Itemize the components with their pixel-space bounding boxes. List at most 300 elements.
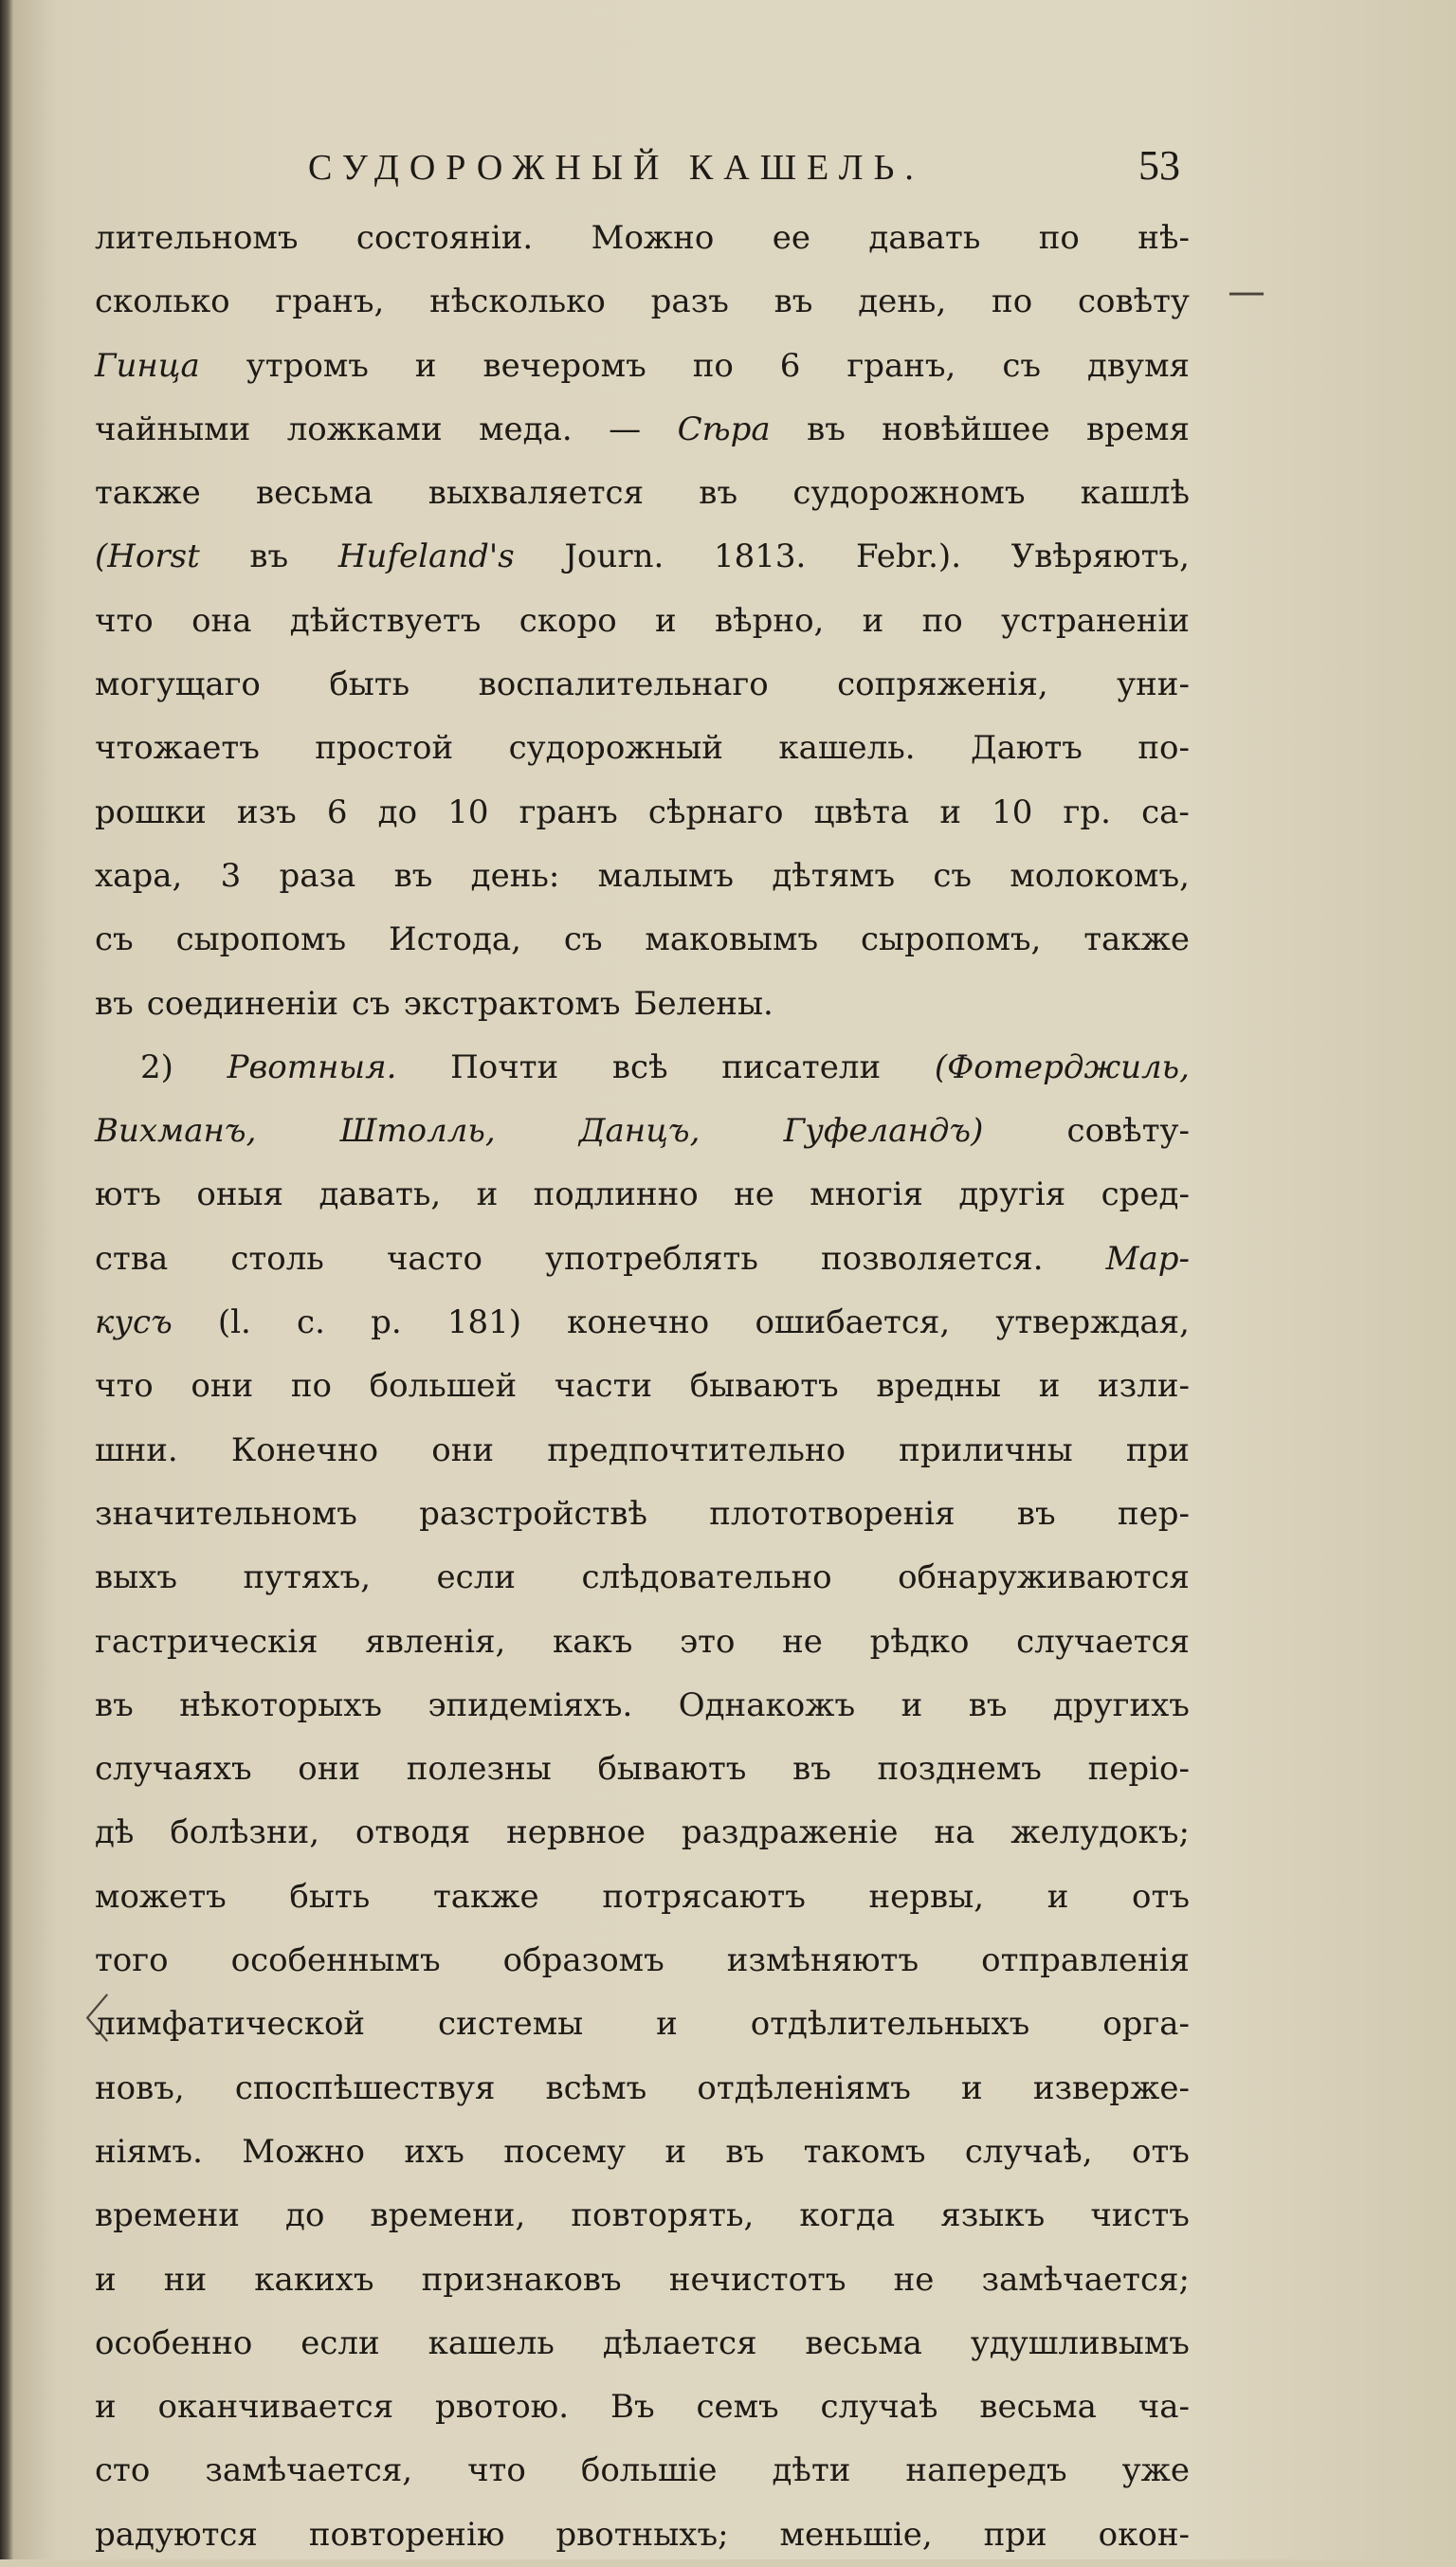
- word: хара,: [95, 856, 183, 895]
- text-line: [95, 653, 1190, 717]
- word: весьма: [805, 2323, 922, 2362]
- word: ча-: [1138, 2388, 1190, 2427]
- text-line: [95, 270, 1190, 334]
- word: день:: [470, 856, 560, 895]
- text-line: [95, 2121, 1190, 2184]
- text-line: [95, 2057, 1190, 2121]
- word: въ: [1016, 1494, 1056, 1533]
- word: Въ: [610, 2388, 655, 2427]
- word: потрясаютъ: [602, 1877, 806, 1916]
- text-line: [95, 908, 1190, 972]
- word: 10: [447, 792, 489, 831]
- page-header: [308, 142, 1180, 204]
- word: отводя: [355, 1813, 471, 1852]
- word: образомъ: [502, 1941, 664, 1980]
- word: писатели: [721, 1047, 882, 1086]
- word: и: [901, 1685, 923, 1724]
- word: по: [290, 1367, 333, 1406]
- text-line: [95, 2248, 1190, 2312]
- word: и: [961, 2068, 983, 2107]
- word: Штолль,: [339, 1112, 496, 1151]
- word: скоро: [519, 601, 617, 640]
- word: въ: [792, 1750, 831, 1789]
- word: дѣтямъ: [772, 856, 896, 895]
- word: нѣкоторыхъ: [179, 1685, 383, 1724]
- word: по: [921, 601, 963, 640]
- word: съ: [352, 984, 391, 1023]
- page-number: 53: [1138, 142, 1180, 189]
- word: какихъ: [254, 2260, 374, 2299]
- word: Гинца: [95, 346, 200, 385]
- word: Мар-: [1105, 1239, 1190, 1278]
- word: ихъ: [404, 2132, 464, 2171]
- word: (Фотерджиль,: [934, 1047, 1190, 1086]
- word: кашель.: [778, 729, 916, 768]
- word: сыропомъ: [175, 920, 347, 959]
- word: воспалительнаго: [478, 665, 769, 704]
- word: и: [95, 2388, 117, 2427]
- text-line: [95, 590, 1190, 653]
- word: съ: [563, 920, 603, 959]
- word: рѣдко: [869, 1622, 970, 1661]
- word: цвѣта: [813, 792, 910, 831]
- word: 2): [140, 1047, 173, 1086]
- text-line: [95, 1036, 1190, 1100]
- word: чайными: [95, 410, 251, 448]
- word: быть: [329, 665, 410, 704]
- word: устраненiи: [1001, 601, 1190, 640]
- text-line: [95, 781, 1190, 845]
- word: всѣмъ: [545, 2068, 647, 2107]
- word: меньшiе,: [779, 2515, 933, 2554]
- word: споспѣшествуя: [234, 2068, 496, 2107]
- word: Вихманъ,: [95, 1112, 257, 1151]
- text-line: [95, 2312, 1190, 2376]
- word: предпочтительно: [547, 1430, 846, 1469]
- word: дѣлается: [602, 2323, 757, 2362]
- word: и: [414, 346, 437, 385]
- word: случаяхъ: [95, 1750, 252, 1789]
- word: они: [191, 1367, 254, 1406]
- word: и: [1046, 1877, 1069, 1916]
- text-line: [95, 335, 1190, 398]
- word: дѣти: [772, 2451, 851, 2490]
- word: дѣйствуетъ: [289, 601, 482, 640]
- word: повторять,: [571, 2196, 755, 2235]
- word: того: [95, 1941, 169, 1980]
- word: c.: [297, 1303, 325, 1342]
- running-head: СУДОРОЖНЫЙ КАШЕЛЬ.: [308, 148, 924, 188]
- word: 6: [779, 346, 801, 385]
- word: въ: [249, 537, 289, 576]
- text-line: [95, 717, 1190, 780]
- word: въ: [725, 2132, 765, 2171]
- word: двумя: [1086, 346, 1190, 385]
- word: сыропомъ,: [861, 920, 1042, 959]
- word: утверждая,: [995, 1303, 1190, 1342]
- word: вѣрно,: [715, 601, 825, 640]
- word: времени: [95, 2196, 240, 2235]
- word: отправленiя: [981, 1941, 1190, 1980]
- word: въ: [95, 984, 134, 1023]
- word: Белены.: [633, 984, 774, 1023]
- word: рвотныхъ;: [555, 2515, 729, 2554]
- word: ства: [95, 1239, 169, 1278]
- word: экстрактомъ: [403, 984, 621, 1023]
- word: системы: [438, 2005, 584, 2044]
- word: съ: [1002, 346, 1042, 385]
- word: сколько: [95, 282, 230, 321]
- word: Journ.: [564, 537, 664, 576]
- word: и: [655, 601, 677, 640]
- word: они: [298, 1750, 361, 1789]
- word: гранъ: [519, 792, 618, 831]
- word: судорожный: [508, 729, 723, 768]
- text-line: [95, 1929, 1190, 1993]
- word: позволяется.: [820, 1239, 1044, 1278]
- word: сопряженiя,: [837, 665, 1048, 704]
- word: обнаруживаются: [898, 1558, 1190, 1597]
- word: (Horst: [95, 537, 200, 576]
- word: семъ: [696, 2388, 779, 2427]
- word: Увѣряютъ,: [1010, 537, 1190, 576]
- text-line: [95, 2503, 1190, 2567]
- word: молокомъ,: [1010, 856, 1190, 895]
- word: по: [1038, 219, 1080, 257]
- word: при: [983, 2515, 1047, 2554]
- word: употреблять: [545, 1239, 758, 1278]
- word: Можно: [591, 219, 715, 257]
- word: и: [939, 792, 961, 831]
- word: время: [1086, 410, 1190, 448]
- word: и: [862, 601, 884, 640]
- word: раза: [279, 856, 356, 895]
- word: явленiя,: [365, 1622, 506, 1661]
- word: бываютъ: [597, 1750, 747, 1789]
- text-line: [95, 1801, 1190, 1865]
- word: 1813.: [713, 537, 807, 576]
- word: желудокъ;: [1010, 1813, 1190, 1852]
- word: конечно: [567, 1303, 710, 1342]
- word: Почти: [450, 1047, 559, 1086]
- word: другiя: [958, 1175, 1066, 1214]
- word: случаѣ,: [964, 2132, 1093, 2171]
- text-line: [95, 1291, 1190, 1355]
- word: кашлѣ: [1080, 474, 1190, 513]
- word: кусъ: [95, 1303, 173, 1342]
- word: могущаго: [95, 665, 261, 704]
- word: лительномъ: [95, 219, 299, 257]
- word: позднемъ: [877, 1750, 1042, 1789]
- word: на: [934, 1813, 975, 1852]
- word: пер-: [1117, 1494, 1190, 1533]
- word: полезны: [406, 1750, 552, 1789]
- word: не: [734, 1175, 774, 1214]
- word: они: [431, 1430, 495, 1469]
- word: ютъ: [95, 1175, 162, 1214]
- text-line: [95, 398, 1190, 462]
- word: она: [191, 601, 252, 640]
- body-text: [95, 207, 1190, 2567]
- margin-bracket-mark: 〈: [59, 1990, 110, 2049]
- word: 10: [992, 792, 1033, 831]
- word: въ: [95, 1685, 134, 1724]
- word: особенно: [95, 2323, 253, 2362]
- text-line: [95, 462, 1190, 525]
- word: весьма: [979, 2388, 1097, 2427]
- word: что: [95, 601, 154, 640]
- word: если: [300, 2323, 380, 2362]
- word: замѣчается,: [205, 2451, 413, 2490]
- word: весьма: [255, 474, 373, 513]
- word: рвотою.: [435, 2388, 570, 2427]
- word: гранъ,: [846, 346, 956, 385]
- word: разстройствѣ: [419, 1494, 647, 1533]
- word: значительномъ: [95, 1494, 357, 1533]
- word: большiе: [580, 2451, 718, 2490]
- word: рошки: [95, 792, 207, 831]
- word: день,: [858, 282, 947, 321]
- word: случаѣ: [820, 2388, 938, 2427]
- word: p.: [371, 1303, 402, 1342]
- word: нiямъ.: [95, 2132, 203, 2171]
- word: са-: [1141, 792, 1190, 831]
- text-line: [95, 2184, 1190, 2248]
- word: въ: [393, 856, 433, 895]
- text-line: [95, 1866, 1190, 1929]
- word: окон-: [1098, 2515, 1190, 2554]
- word: (l.: [217, 1303, 251, 1342]
- word: чистъ: [1090, 2196, 1190, 2235]
- word: также: [95, 474, 201, 513]
- word: бываютъ: [689, 1367, 839, 1406]
- word: по: [692, 346, 734, 385]
- word: изверже-: [1032, 2068, 1190, 2107]
- word: ошибается,: [755, 1303, 951, 1342]
- word: судорожномъ: [792, 474, 1026, 513]
- word: отдѣлительныхъ: [750, 2005, 1030, 2044]
- text-line: [95, 1674, 1190, 1738]
- word: разъ: [650, 282, 729, 321]
- word: нервы,: [868, 1877, 985, 1916]
- word: случается: [1016, 1622, 1190, 1661]
- word: и: [664, 2132, 687, 2171]
- word: оныя: [196, 1175, 284, 1214]
- word: сред-: [1101, 1175, 1190, 1214]
- word: по-: [1138, 729, 1190, 768]
- word: часто: [386, 1239, 483, 1278]
- word: также: [1083, 920, 1190, 959]
- word: ее: [772, 219, 810, 257]
- word: и: [656, 2005, 678, 2044]
- word: съ: [933, 856, 973, 895]
- text-line: [95, 1355, 1190, 1418]
- word: съ: [95, 920, 134, 959]
- word: новѣйшее: [882, 410, 1050, 448]
- word: выхваляется: [428, 474, 645, 513]
- text-line: [95, 1993, 1190, 2056]
- word: 6: [326, 792, 348, 831]
- word: подлинно: [533, 1175, 699, 1214]
- text-line: [95, 2439, 1190, 2503]
- word: путяхъ,: [243, 1558, 372, 1597]
- text-line: [95, 1546, 1190, 1610]
- word: совѣту-: [1066, 1112, 1190, 1151]
- word: оканчивается: [157, 2388, 394, 2427]
- word: что: [467, 2451, 526, 2490]
- word: радуются: [95, 2515, 258, 2554]
- word: новъ,: [95, 2068, 185, 2107]
- word: дѣ: [95, 1813, 135, 1852]
- word: 3: [220, 856, 242, 895]
- word: времени,: [370, 2196, 526, 2235]
- word: маковымъ: [645, 920, 819, 959]
- word: какъ: [553, 1622, 633, 1661]
- word: эпидемiяхъ.: [428, 1685, 633, 1724]
- text-line: [95, 1163, 1190, 1227]
- margin-dash-mark: —: [1228, 270, 1265, 314]
- word: ложками: [286, 410, 443, 448]
- word: не: [893, 2260, 935, 2299]
- word: Hufeland's: [337, 537, 515, 576]
- word: 181): [446, 1303, 521, 1342]
- word: и: [95, 2260, 117, 2299]
- word: большей: [369, 1367, 518, 1406]
- word: чтожаетъ: [95, 729, 260, 768]
- word: Сѣра: [677, 410, 771, 448]
- word: при: [1125, 1430, 1190, 1469]
- text-line: [95, 845, 1190, 908]
- word: языкъ: [940, 2196, 1046, 2235]
- text-line: [95, 1738, 1190, 1801]
- word: слѣдовательно: [581, 1558, 832, 1597]
- word: плототворенiя: [709, 1494, 956, 1533]
- word: малымъ: [597, 856, 735, 895]
- word: повторенiю: [308, 2515, 505, 2554]
- word: всѣ: [611, 1047, 668, 1086]
- word: изли-: [1098, 1367, 1190, 1406]
- text-line: [95, 2376, 1190, 2439]
- word: признаковъ: [421, 2260, 622, 2299]
- word: Однакожъ: [678, 1685, 856, 1724]
- word: —: [609, 410, 642, 448]
- word: изъ: [236, 792, 297, 831]
- word: посему: [503, 2132, 626, 2171]
- word: сѣрнаго: [647, 792, 784, 831]
- word: по: [992, 282, 1033, 321]
- word: соединенiи: [146, 984, 338, 1023]
- word: въ: [774, 282, 813, 321]
- word: ни: [163, 2260, 208, 2299]
- word: Можно: [242, 2132, 365, 2171]
- word: другихъ: [1052, 1685, 1190, 1724]
- word: въ: [807, 410, 846, 448]
- word: такомъ: [803, 2132, 926, 2171]
- word: нечистотъ: [668, 2260, 846, 2299]
- word: Конечно: [230, 1430, 379, 1469]
- word: гр.: [1063, 792, 1111, 831]
- word: быть: [289, 1877, 371, 1916]
- word: кашель: [428, 2323, 555, 2362]
- text-line: [95, 1611, 1190, 1674]
- word: столь: [230, 1239, 324, 1278]
- word: давать: [868, 219, 981, 257]
- word: Гуфеландъ): [783, 1112, 984, 1151]
- word: выхъ: [95, 1558, 178, 1597]
- word: болѣзни,: [170, 1813, 320, 1852]
- word: многiя: [810, 1175, 923, 1214]
- word: совѣту: [1077, 282, 1190, 321]
- word: особеннымъ: [230, 1941, 441, 1980]
- word: приличны: [899, 1430, 1073, 1469]
- word: когда: [799, 2196, 896, 2235]
- word: простой: [315, 729, 454, 768]
- word: отъ: [1132, 1877, 1190, 1916]
- word: до: [377, 792, 418, 831]
- word: можетъ: [95, 1877, 227, 1916]
- word: и: [1038, 1367, 1061, 1406]
- word: измѣняютъ: [726, 1941, 919, 1980]
- word: вечеромъ: [482, 346, 646, 385]
- word: уни-: [1117, 665, 1190, 704]
- word: Febr.).: [855, 537, 961, 576]
- word: меда.: [479, 410, 573, 448]
- word: Истода,: [388, 920, 521, 959]
- text-line: [95, 207, 1190, 270]
- word: нервное: [506, 1813, 646, 1852]
- word: также: [432, 1877, 539, 1916]
- word: перiо-: [1087, 1750, 1190, 1789]
- word: гастрическiя: [95, 1622, 318, 1661]
- text-line: [95, 525, 1190, 589]
- word: не: [782, 1622, 823, 1661]
- word: состоянiи.: [355, 219, 534, 257]
- word: отдѣленiямъ: [697, 2068, 911, 2107]
- word: сто: [95, 2451, 151, 2490]
- word: давать,: [318, 1175, 442, 1214]
- text-line: [95, 1228, 1190, 1291]
- word: раздраженiе: [681, 1813, 899, 1852]
- word: если: [436, 1558, 516, 1597]
- word: лимфатической: [95, 2005, 366, 2044]
- word: отъ: [1131, 2132, 1190, 2171]
- word: гранъ,: [275, 282, 385, 321]
- word: Данцъ,: [578, 1112, 701, 1151]
- text-line: [95, 1483, 1190, 1546]
- word: въ: [699, 474, 738, 513]
- word: части: [554, 1367, 653, 1406]
- page-binding-edge: [0, 0, 13, 2559]
- word: уже: [1121, 2451, 1190, 2490]
- word: утромъ: [246, 346, 369, 385]
- word: въ: [968, 1685, 1008, 1724]
- word: Рвотныя.: [227, 1047, 397, 1086]
- word: и: [476, 1175, 499, 1214]
- word: до: [285, 2196, 325, 2235]
- text-line: [95, 1419, 1190, 1483]
- text-line: [95, 1100, 1190, 1163]
- word: вредны: [876, 1367, 1002, 1406]
- word: что: [95, 1367, 154, 1406]
- word: нѣ-: [1138, 219, 1190, 257]
- word: Даютъ: [970, 729, 1083, 768]
- text-line: [95, 973, 1190, 1036]
- word: это: [680, 1622, 736, 1661]
- word: удушливымъ: [970, 2323, 1190, 2362]
- word: орга-: [1102, 2005, 1190, 2044]
- word: напередъ: [905, 2451, 1067, 2490]
- word: шни.: [95, 1430, 178, 1469]
